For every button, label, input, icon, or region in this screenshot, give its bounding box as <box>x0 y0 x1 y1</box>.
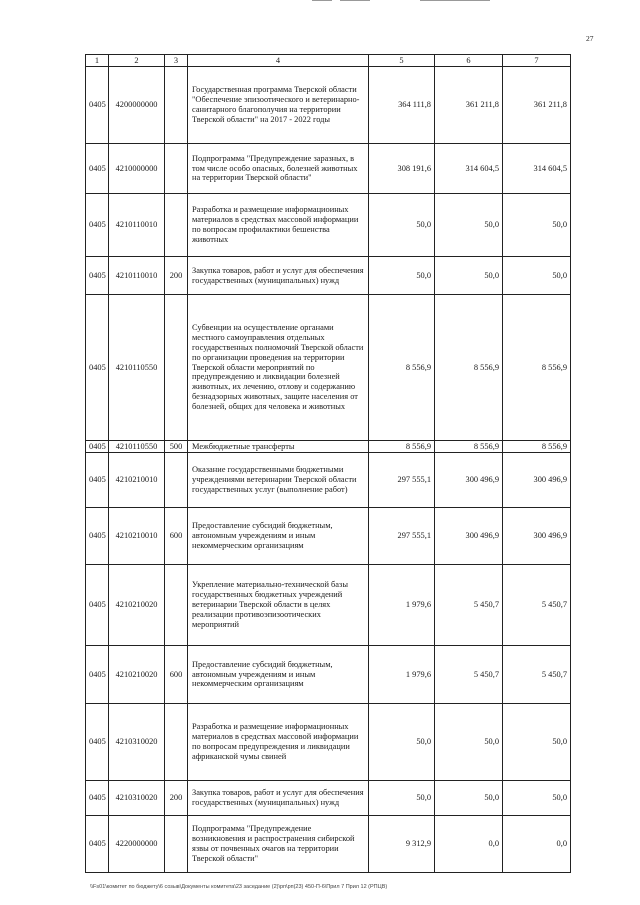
cell-section: 0405 <box>86 257 109 295</box>
cell-v1: 297 555,1 <box>369 453 435 508</box>
cell-type: 200 <box>165 257 188 295</box>
cell-section: 0405 <box>86 295 109 441</box>
cell-name: Подпрограмма "Предупреждение возникновения и распространения сибирской язвы от почвенных очагов на территории Тверской области" <box>188 816 369 873</box>
cell-v2: 50,0 <box>435 194 503 257</box>
cell-v2: 50,0 <box>435 781 503 816</box>
table-row <box>86 194 571 257</box>
cell-type <box>165 194 188 257</box>
cell-v1: 1 979,6 <box>369 646 435 704</box>
header-cell: 7 <box>503 55 571 67</box>
cell-v1: 297 555,1 <box>369 508 435 565</box>
scan-edge-mark <box>312 0 332 1</box>
cell-section: 0405 <box>86 144 109 194</box>
cell-type <box>165 295 188 441</box>
cell-type <box>165 565 188 646</box>
cell-v2: 5 450,7 <box>435 646 503 704</box>
cell-type: 200 <box>165 781 188 816</box>
scan-edge-mark <box>340 0 370 1</box>
cell-section: 0405 <box>86 781 109 816</box>
table-row <box>86 453 571 508</box>
table-row <box>86 441 571 453</box>
cell-v1: 50,0 <box>369 704 435 781</box>
table-row <box>86 565 571 646</box>
cell-type <box>165 816 188 873</box>
cell-v3: 50,0 <box>503 781 571 816</box>
page-number: 27 <box>586 34 594 43</box>
header-row <box>86 55 571 67</box>
cell-v1: 8 556,9 <box>369 441 435 453</box>
cell-code: 4210210020 <box>109 646 165 704</box>
header-cell: 3 <box>165 55 188 67</box>
cell-code: 4210000000 <box>109 144 165 194</box>
cell-code: 4220000000 <box>109 816 165 873</box>
cell-v3: 0,0 <box>503 816 571 873</box>
cell-name: Предоставление субсидий бюджетным, автономным учреждениям и иным некоммерческим организациям <box>188 646 369 704</box>
cell-v2: 8 556,9 <box>435 295 503 441</box>
table-row <box>86 646 571 704</box>
header-cell: 4 <box>188 55 369 67</box>
cell-section: 0405 <box>86 67 109 144</box>
cell-section: 0405 <box>86 565 109 646</box>
cell-v1: 50,0 <box>369 257 435 295</box>
table-row <box>86 704 571 781</box>
cell-type: 600 <box>165 508 188 565</box>
cell-type: 600 <box>165 646 188 704</box>
cell-section: 0405 <box>86 816 109 873</box>
cell-name: Укрепление материально-технической базы государственных бюджетных учреждений ветеринарии Тверской области в целях реализации противоэпизоотических мероприятий <box>188 565 369 646</box>
cell-v1: 9 312,9 <box>369 816 435 873</box>
cell-code: 4210110550 <box>109 295 165 441</box>
cell-v2: 50,0 <box>435 257 503 295</box>
cell-v2: 300 496,9 <box>435 453 503 508</box>
cell-v3: 300 496,9 <box>503 453 571 508</box>
cell-name: Закупка товаров, работ и услуг для обеспечения государственных (муниципальных) нужд <box>188 781 369 816</box>
cell-v3: 300 496,9 <box>503 508 571 565</box>
cell-v1: 50,0 <box>369 781 435 816</box>
cell-code: 4210110010 <box>109 257 165 295</box>
cell-v3: 314 604,5 <box>503 144 571 194</box>
cell-v3: 361 211,8 <box>503 67 571 144</box>
table-row <box>86 144 571 194</box>
file-path-footer: \\Fs01\комитет по бюджету\6 созыв\Документы комитета\23 заседание (2)\рп\рп(23) 450-П-6\Прил 7 Прил 12 (РПЦВ) <box>90 884 388 890</box>
cell-name: Оказание государственными бюджетными учреждениями ветеринарии Тверской области государственных услуг (выполнение работ) <box>188 453 369 508</box>
header-cell: 5 <box>369 55 435 67</box>
cell-name: Разработка и размещение информационных материалов в средствах массовой информации по вопросам предупреждения и ликвидации африканской чумы свиней <box>188 704 369 781</box>
cell-name: Подпрограмма "Предупреждение заразных, в том числе особо опасных, болезней животных на территории Тверской области" <box>188 144 369 194</box>
header-cell: 1 <box>86 55 109 67</box>
cell-name: Государственная программа Тверской области "Обеспечение эпизоотического и ветеринарно-санитарного благополучия на территории Тверской области" на 2017 - 2022 годы <box>188 67 369 144</box>
table-row <box>86 67 571 144</box>
cell-type <box>165 704 188 781</box>
cell-v2: 0,0 <box>435 816 503 873</box>
cell-v2: 50,0 <box>435 704 503 781</box>
cell-v2: 314 604,5 <box>435 144 503 194</box>
cell-code: 4210210020 <box>109 565 165 646</box>
cell-v2: 361 211,8 <box>435 67 503 144</box>
cell-code: 4210110550 <box>109 441 165 453</box>
cell-code: 4210210010 <box>109 453 165 508</box>
header-cell: 2 <box>109 55 165 67</box>
table-row <box>86 295 571 441</box>
table-row <box>86 508 571 565</box>
cell-v1: 1 979,6 <box>369 565 435 646</box>
cell-section: 0405 <box>86 704 109 781</box>
cell-v3: 50,0 <box>503 257 571 295</box>
cell-v3: 50,0 <box>503 704 571 781</box>
cell-section: 0405 <box>86 441 109 453</box>
cell-name: Предоставление субсидий бюджетным, автономным учреждениям и иным некоммерческим организациям <box>188 508 369 565</box>
cell-v1: 364 111,8 <box>369 67 435 144</box>
cell-v1: 8 556,9 <box>369 295 435 441</box>
cell-type <box>165 453 188 508</box>
cell-v3: 50,0 <box>503 194 571 257</box>
header-cell: 6 <box>435 55 503 67</box>
cell-type <box>165 144 188 194</box>
cell-type <box>165 67 188 144</box>
cell-code: 4210210010 <box>109 508 165 565</box>
cell-v2: 8 556,9 <box>435 441 503 453</box>
cell-type: 500 <box>165 441 188 453</box>
budget-table <box>85 54 571 873</box>
scan-edge-mark <box>420 0 490 1</box>
cell-v3: 8 556,9 <box>503 295 571 441</box>
cell-code: 4210110010 <box>109 194 165 257</box>
cell-v3: 8 556,9 <box>503 441 571 453</box>
cell-code: 4200000000 <box>109 67 165 144</box>
cell-v3: 5 450,7 <box>503 565 571 646</box>
cell-section: 0405 <box>86 508 109 565</box>
cell-section: 0405 <box>86 453 109 508</box>
table-row <box>86 781 571 816</box>
cell-v3: 5 450,7 <box>503 646 571 704</box>
cell-name: Закупка товаров, работ и услуг для обеспечения государственных (муниципальных) нужд <box>188 257 369 295</box>
cell-v1: 308 191,6 <box>369 144 435 194</box>
cell-name: Межбюджетные трансферты <box>188 441 369 453</box>
cell-v2: 300 496,9 <box>435 508 503 565</box>
cell-section: 0405 <box>86 646 109 704</box>
cell-section: 0405 <box>86 194 109 257</box>
cell-code: 4210310020 <box>109 781 165 816</box>
table-row <box>86 257 571 295</box>
cell-v1: 50,0 <box>369 194 435 257</box>
table-row <box>86 816 571 873</box>
cell-name: Разработка и размещение информациоиных материалов в средствах массовой информации по вопросам профилактики бешенства животных <box>188 194 369 257</box>
cell-code: 4210310020 <box>109 704 165 781</box>
cell-name: Субвенции на осуществление органами местного самоуправления отдельных государственных полномочий Тверской области по организации проведения на территории Тверской области мероприятий по предупреждению и ликвидации болезней животных, их лечению, отлову и содержанию безнадзорных животных, защите населения от болезней, общих для человека и животных <box>188 295 369 441</box>
cell-v2: 5 450,7 <box>435 565 503 646</box>
